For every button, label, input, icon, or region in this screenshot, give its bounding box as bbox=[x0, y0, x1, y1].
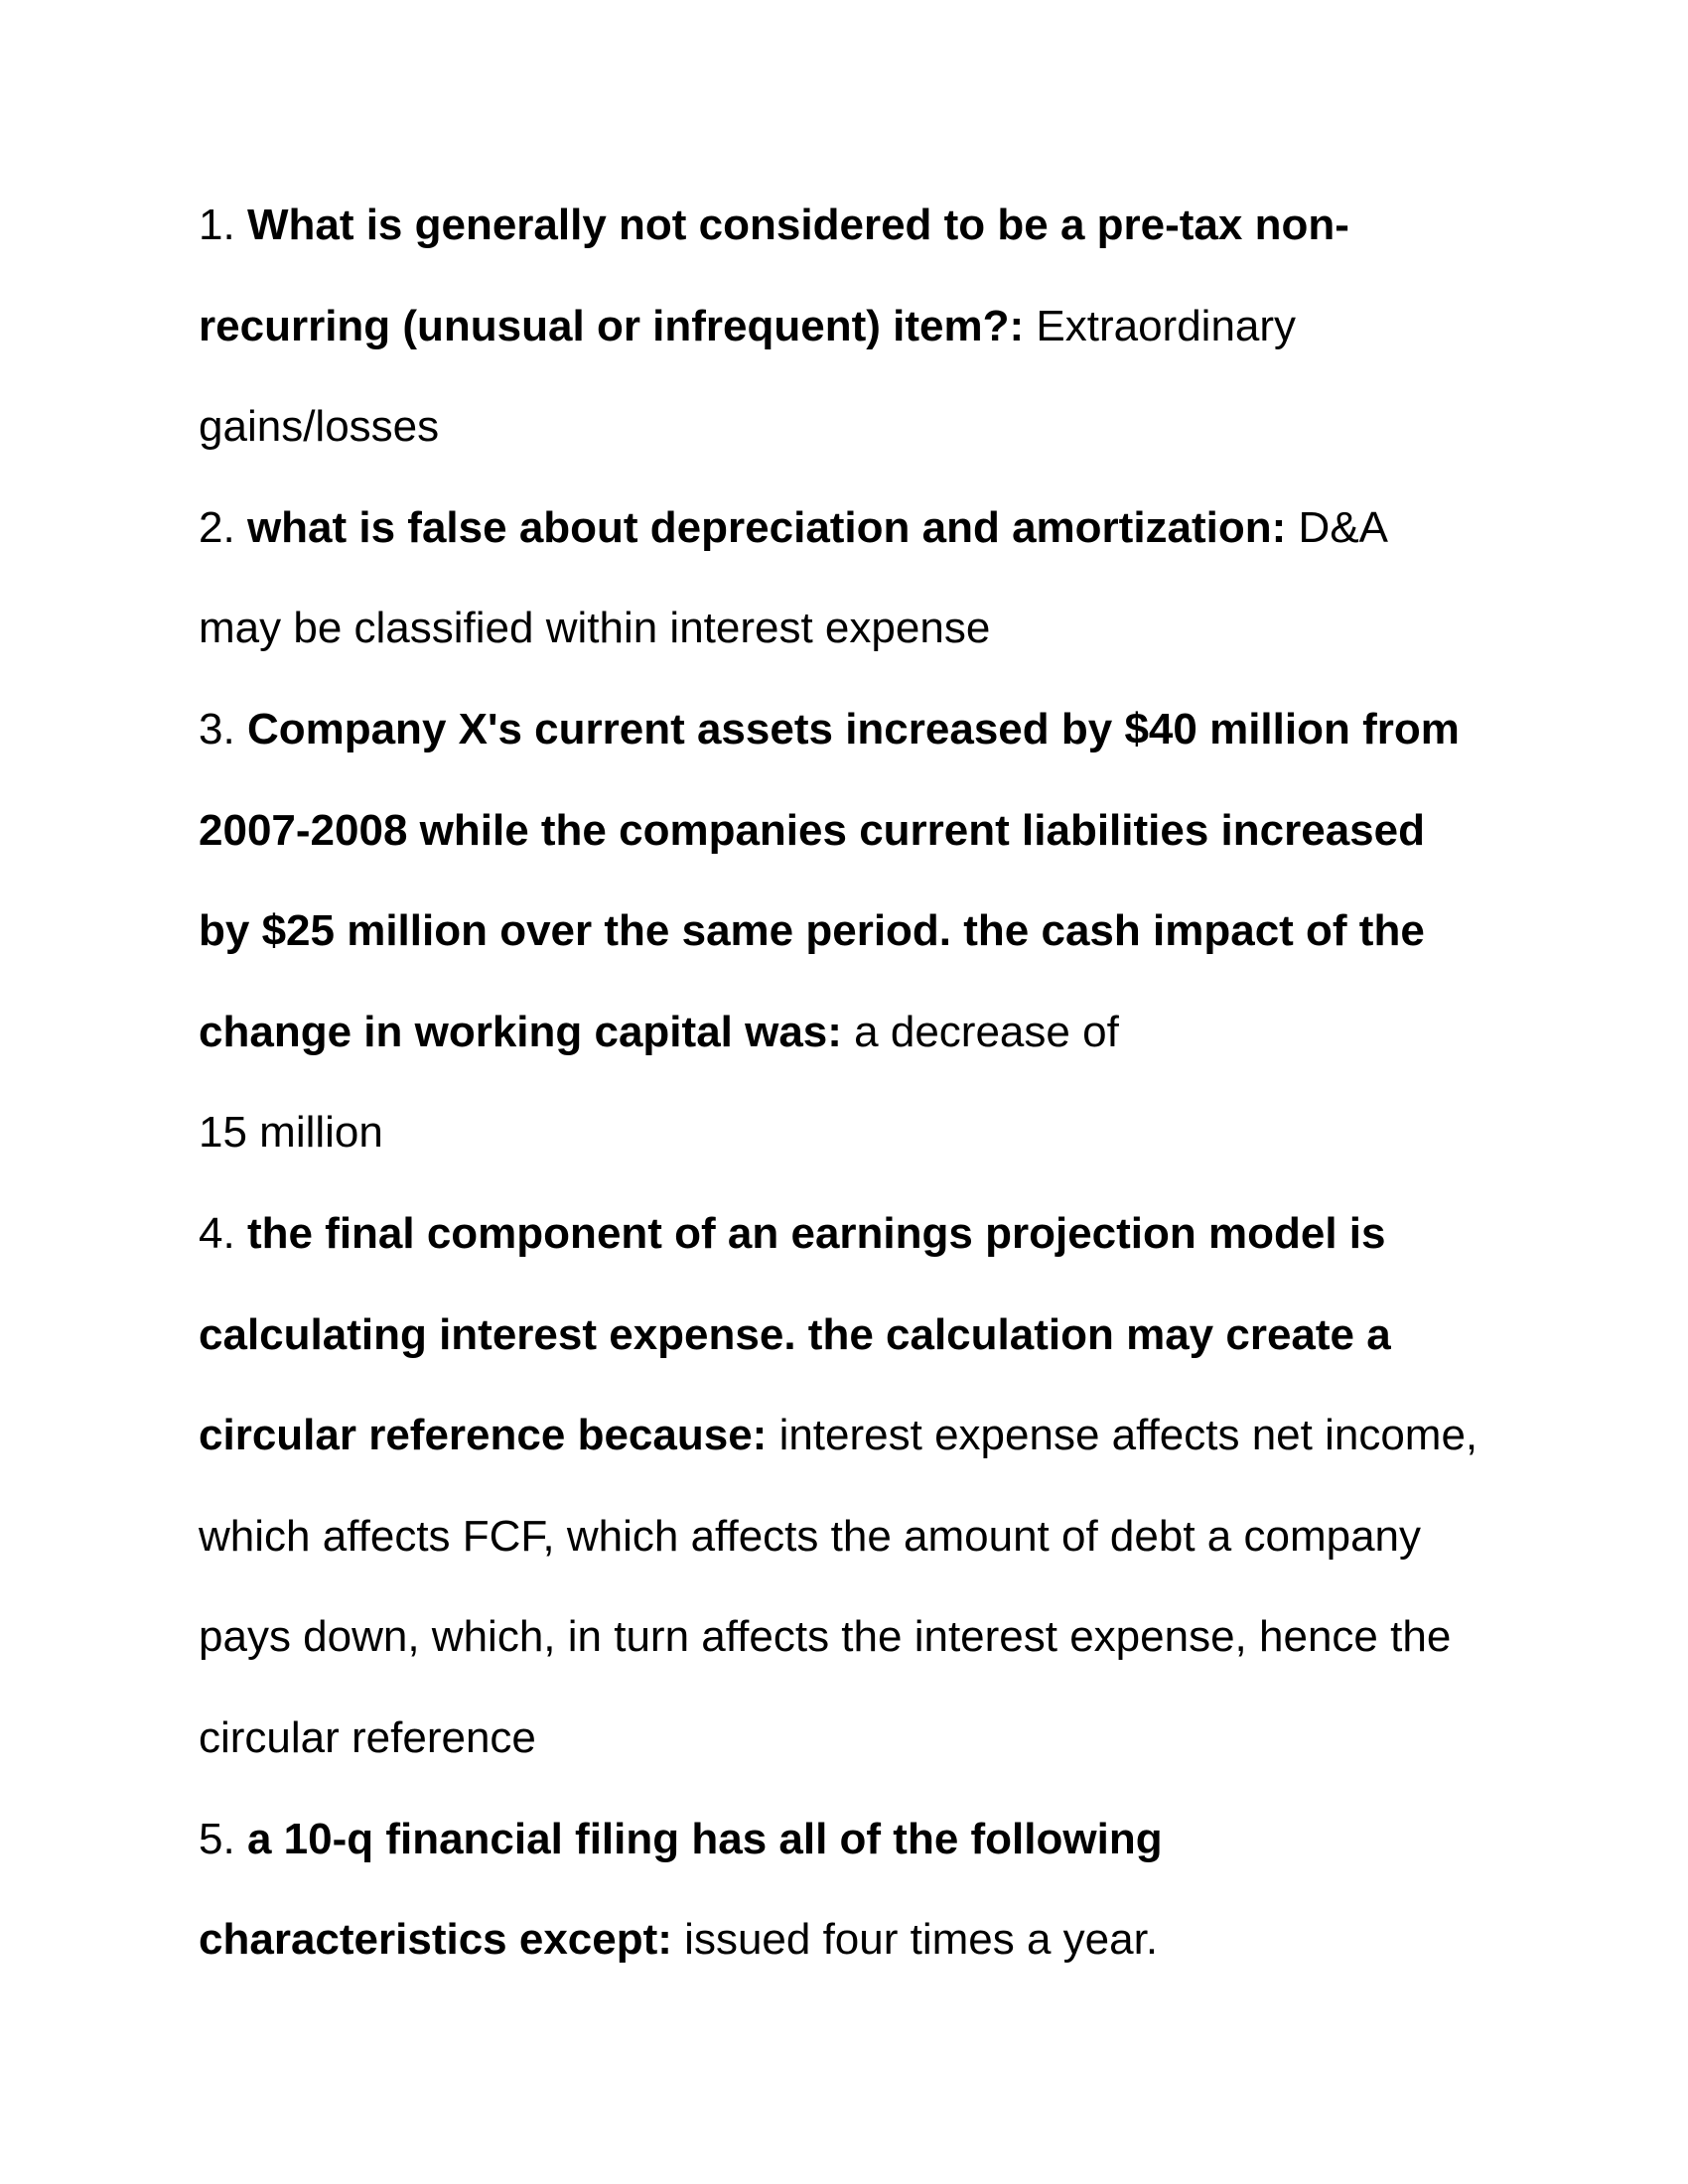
question-text: calculating interest expense. the calculation may create a bbox=[199, 1309, 1391, 1359]
question-number: 2. bbox=[199, 502, 235, 552]
question-text: Company X's current assets increased by $40 million from bbox=[246, 704, 1460, 753]
answer-text: 15 million bbox=[199, 1108, 383, 1158]
question-text: change in working capital was: bbox=[199, 1007, 842, 1056]
answer-text: D&A bbox=[1298, 502, 1389, 552]
question-text: the final component of an earnings projection model is bbox=[246, 1208, 1386, 1258]
question-item-5 bbox=[199, 1789, 1519, 1990]
question-text: 2007-2008 while the companies current liabilities increased bbox=[199, 805, 1425, 855]
question-text: recurring (unusual or infrequent) item?: bbox=[199, 301, 1025, 350]
question-text: what is false about depreciation and amortization: bbox=[246, 502, 1287, 552]
answer-text: Extraordinary bbox=[1036, 301, 1297, 350]
question-item-4 bbox=[199, 1183, 1519, 1789]
answer-text: pays down, which, in turn affects the interest expense, hence the bbox=[199, 1612, 1452, 1662]
question-text: by $25 million over the same period. the cash impact of the bbox=[199, 906, 1425, 956]
question-number: 5. bbox=[199, 1814, 235, 1863]
question-number: 4. bbox=[199, 1208, 235, 1258]
question-text: What is generally not considered to be a pre-tax non- bbox=[246, 201, 1349, 249]
answer-text: issued four times a year. bbox=[684, 1915, 1159, 1965]
answer-text: may be classified within interest expense bbox=[199, 604, 991, 653]
question-text: characteristics except: bbox=[199, 1915, 672, 1965]
question-item-3 bbox=[199, 679, 1519, 1183]
document-page bbox=[199, 175, 1519, 1990]
question-number: 1. bbox=[199, 201, 235, 249]
answer-text: a decrease of bbox=[854, 1007, 1119, 1056]
question-item-1 bbox=[199, 175, 1519, 478]
question-text: circular reference because: bbox=[199, 1411, 768, 1460]
answer-text: which affects FCF, which affects the amount of debt a company bbox=[199, 1511, 1422, 1561]
answer-text: circular reference bbox=[199, 1712, 536, 1762]
question-text: a 10-q financial filing has all of the following bbox=[246, 1814, 1163, 1863]
question-item-2 bbox=[199, 478, 1519, 679]
answer-text: interest expense affects net income, bbox=[778, 1411, 1478, 1460]
answer-text: gains/losses bbox=[199, 402, 440, 452]
question-number: 3. bbox=[199, 704, 235, 753]
